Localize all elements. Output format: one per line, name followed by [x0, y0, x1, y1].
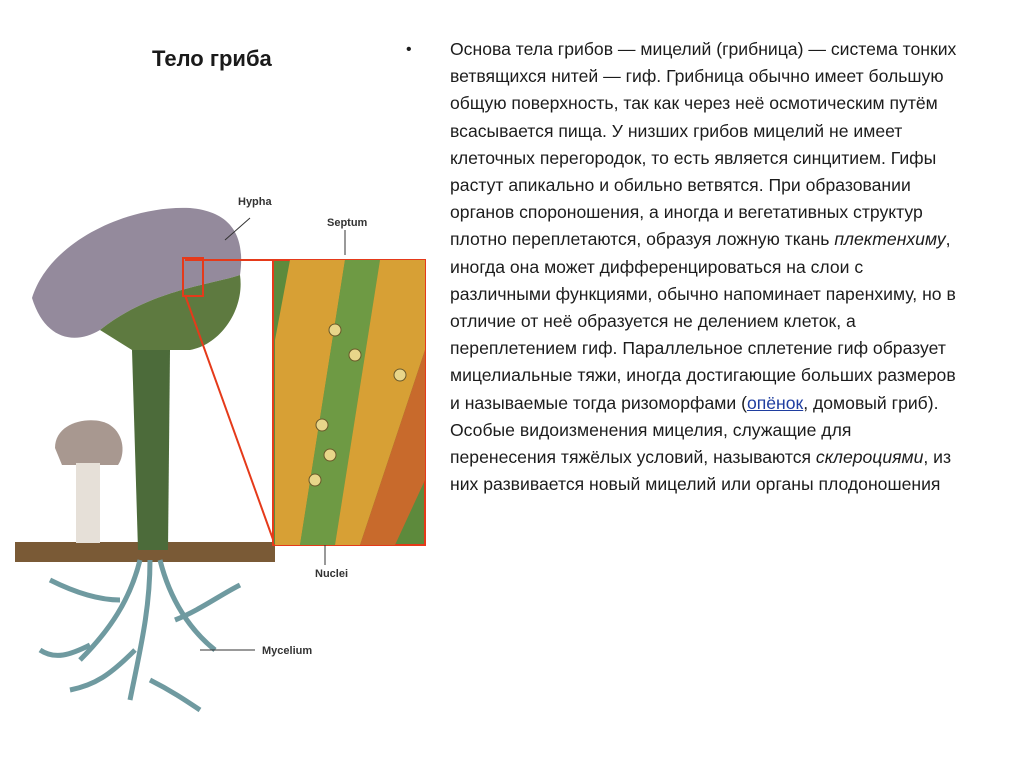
small-mushroom-cap	[55, 420, 123, 465]
hyphae-detail-bands	[275, 260, 425, 545]
term-sclerotia: склероциями	[815, 447, 924, 468]
slide-title: Тело гриба	[152, 46, 272, 71]
small-mushroom-stem	[76, 463, 100, 543]
bullet-icon: •	[406, 41, 412, 58]
link-openok[interactable]: опёнок	[746, 392, 804, 413]
description-text	[406, 36, 960, 498]
label-septum: Septum	[327, 217, 368, 229]
mushroom-anatomy-illustration	[0, 180, 440, 740]
label-mycelium: Mycelium	[262, 645, 313, 657]
term-plektenchyma: плектенхиму	[834, 229, 946, 250]
mycelium-threads	[40, 560, 240, 710]
large-mushroom-stem	[132, 350, 170, 550]
label-hypha: Hypha	[238, 196, 272, 208]
description-paragraph: Основа тела грибов — мицелий (грибница) — система тонких ветвящихся нитей — гиф. Грибница обычно имеет большую общую поверхность, так как через неё осмотическим путём всасывается пища. У низших грибов мицелий не имеет клеточных перегородок, то есть является синцитием. Гифы растут апикально и обильно ветвятся. При образовании органов спороношения, а иногда и вегетативных структур плотно переплетаются, образуя ложную ткань плектенхиму, иногда она может дифференцироваться на слои с различными функциями, обычно напоминает паренхиму, но в отличие от неё образуется не делением клеток, а переплетением гиф. Параллельное сплетение гиф образует мицелиальные тяжи, иногда достигающие больших размеров и называемые тогда ризоморфами (опёнок, домовый гриб). Особые видоизменения мицелия, служащие для перенесения тяжёлых условий, называются склероциями, из них развивается новый мицелий или органы плодоношения	[450, 39, 957, 495]
label-nuclei: Nuclei	[315, 568, 349, 580]
